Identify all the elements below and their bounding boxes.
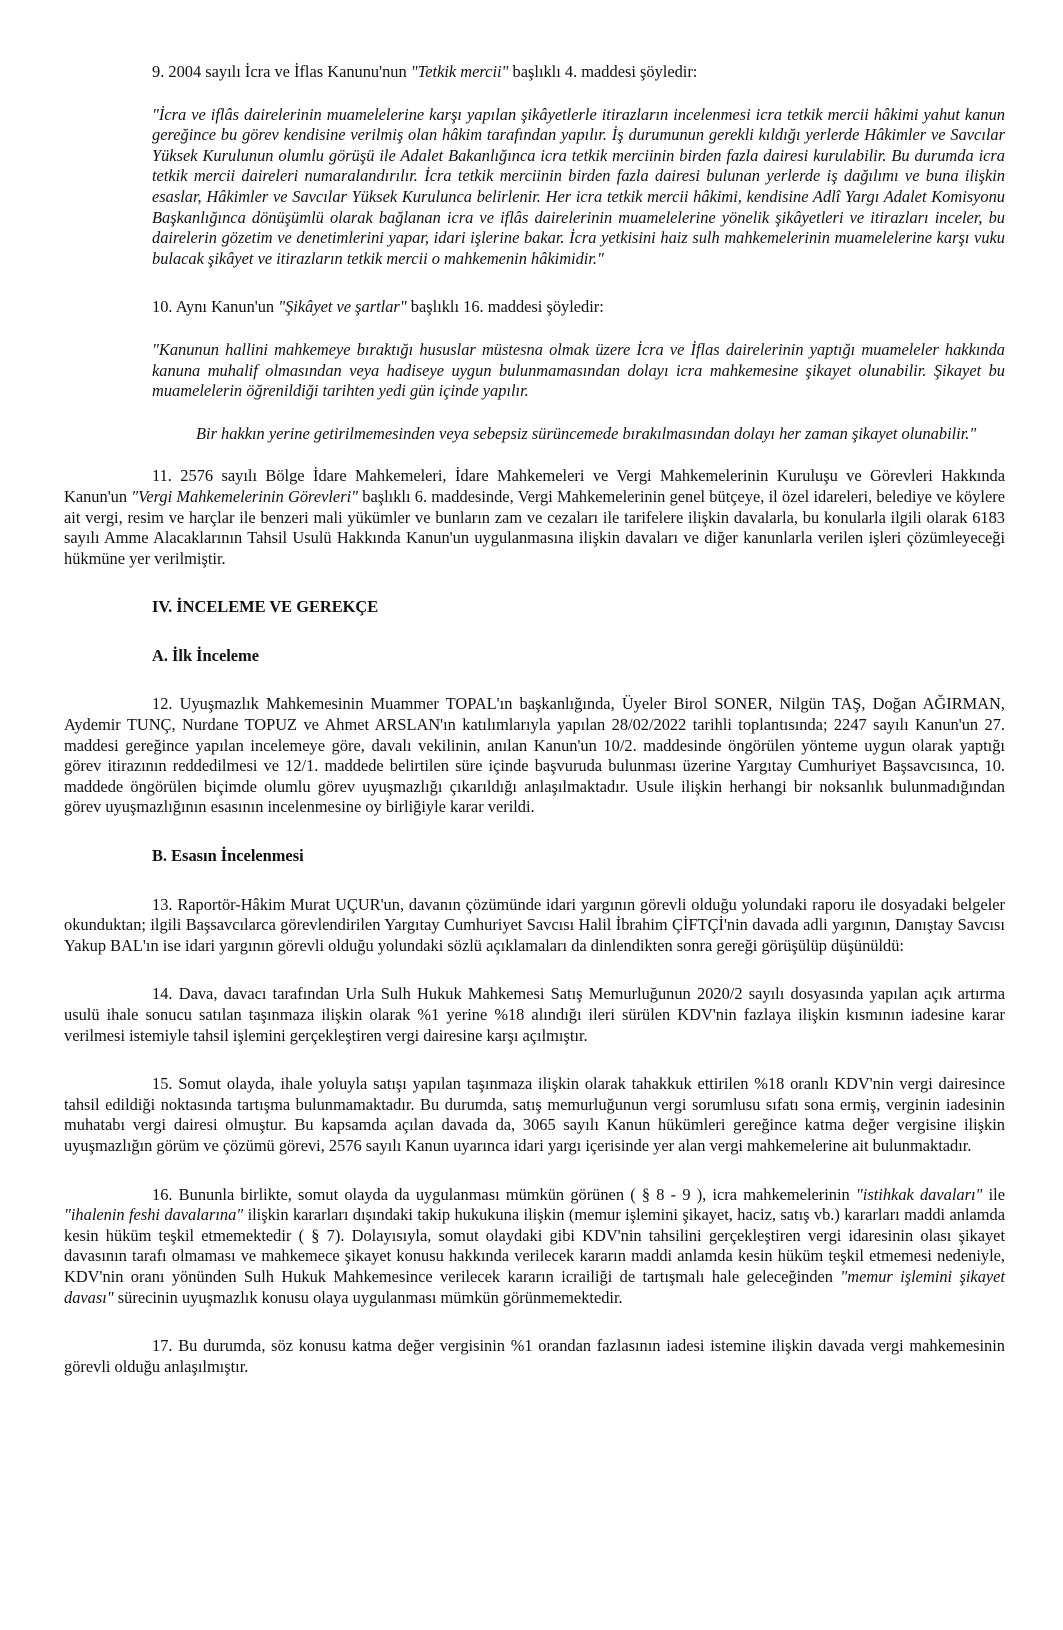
paragraph-9	[64, 62, 1005, 83]
paragraph-15: 15. Somut olayda, ihale yoluyla satışı yapılan taşınmaza ilişkin olarak tahakkuk ettirilen %18 oranlı KDV'nin vergi dairesince tahsil edildiği noktasında tartışma bulunmamaktadır. Bu durumda, satış memurluğunun vergi sorumlusu sıfatı sona ermiş, verginin iadesinin muhatabı vergi dairesi olmuştur. Bu kapsamda açılan davada da, 3065 sayılı Kanun hükümleri gereğince katma değer vergisine ilişkin uyuşmazlığın görüm ve çözümü görevi, 2576 sayılı Kanun uyarınca idari yargı içerisinde yer alan vergi mahkemelerine ait bulunmaktadır.	[64, 1074, 1005, 1155]
paragraph-text: ilişkin kararları dışındaki takip hukukuna ilişkin (memur işlemini şikayet, haciz, satış vb.) kararları maddi anlamda kesin hüküm teşkil etmemektedir ( § 7). Dolayısıyla, somut olaydaki gibi KDV'nin tahsilini gerçekleştiren vergi idaresinin olası şikayet davasının tarafı olmaması ve mahkemece şikayet konusu hakkında verilecek kararın maddi anlamda kesin hüküm teşkil etmemesi nedeniyle, KDV'nin oranı yönünden Sulh Hukuk Mahkemesince verilecek kararın icrailiği de tartışmalı hale geleceğinden	[64, 1205, 1006, 1286]
quoted-term: "memur işlemini şikayet davası"	[64, 1266, 1006, 1307]
paragraph-16	[64, 1185, 1005, 1309]
paragraph-14: 14. Dava, davacı tarafından Urla Sulh Hukuk Mahkemesi Satış Memurluğunun 2020/2 sayılı dosyasında yapılan açık artırma usulü ihale sonucu satılan taşınmaza ilişkin olarak %1 yerine %18 alındığı ileri sürülen KDV'nin fazlaya ilişkin kısmının iadesine karar verilmesi istemiyle tahsil işlemini gerçekleştiren vergi dairesine karşı açılmıştır.	[64, 984, 1005, 1045]
quoted-article-16-part-2: Bir hakkın yerine getirilmemesinden veya sebepsiz sürüncemede bırakılmasından dolayı her zaman şikayet olunabilir."	[196, 423, 977, 443]
paragraph-text: başlıklı 16. maddesi şöyledir:	[406, 297, 604, 317]
paragraph-text: 2576 sayılı Bölge İdare Mahkemeleri, İdare Mahkemeleri ve Vergi Mahkemelerinin Kuruluşu ve Görevleri Hakkında Kanun'un	[64, 466, 1005, 506]
paragraph-10	[64, 297, 1005, 318]
paragraph-number: 11.	[152, 466, 172, 486]
paragraph-number: 9.	[152, 62, 165, 81]
quoted-term: "ihalenin feshi davalarına"	[64, 1205, 244, 1225]
paragraph-text: başlıklı 4. maddesi şöyledir:	[508, 62, 698, 81]
subsection-heading-b: B. Esasın İncelenmesi	[152, 846, 304, 866]
paragraph-text: Aynı Kanun'un	[172, 297, 279, 317]
quoted-article-16-part-1: "Kanunun hallini mahkemeye bıraktığı hususlar müstesna olmak üzere İcra ve İflas dairelerinin yaptığı muameleler hakkında kanuna muhalif olmasından veya hadiseye uygun bulunmamasından dolayı icra mahkemesine şikayet olunabilir. Şikayet bu muamelelerin öğrenildiği tarihten yedi gün içinde yapılır.	[152, 339, 1005, 401]
paragraph-12: 12. Uyuşmazlık Mahkemesinin Muammer TOPAL'ın başkanlığında, Üyeler Birol SONER, Nilgün TAŞ, Doğan AĞIRMAN, Aydemir TUNÇ, Nurdane TOPUZ ve Ahmet ARSLAN'ın katılımlarıyla yapılan 28/02/2022 tarihli toplantısında; 2247 sayılı Kanun'un 27. maddesi gereğince yapılan incelemeye göre, davalı vekilinin, anılan Kanun'un 10/2. maddesinde öngörülen yönteme uygun olarak yaptığı görev itirazının reddedilmesi ve 12/1. maddede belirtilen süre içinde başvuruda bulunması üzerine Yargıtay Cumhuriyet Başsavcısınca, 10. maddede öngörülen biçimde olumlu görev uyuşmazlığı çıkarıldığı anlaşılmaktadır. Usule ilişkin herhangi bir noksanlık bulunmadığından görev uyuşmazlığının esasının incelenmesine oy birliğiyle karar verildi.	[64, 694, 1005, 817]
paragraph-13: 13. Raportör-Hâkim Murat UÇUR'un, davanın çözümünde idari yargının görevli olduğu yolundaki raporu ile dosyadaki belgeler okunduktan; ilgili Başsavcılarca görevlendirilen Yargıtay Cumhuriyet Savcısı Halil İbrahim ÇİFTÇİ'nin davada adli yargının, Danıştay Savcısı Yakup BAL'ın ise idari yargının görevli olduğu yolundaki sözlü açıklamaları da dinlendikten sonra gereği görüşülüp düşünüldü:	[64, 894, 1005, 955]
paragraph-text: ile	[982, 1184, 1006, 1204]
article-title: "Vergi Mahkemelerinin Görevleri"	[131, 486, 359, 506]
paragraph-17: 17. Bu durumda, söz konusu katma değer vergisinin %1 orandan fazlasının iadesi istemine ilişkin davada vergi mahkemesinin görevli olduğu anlaşılmıştır.	[64, 1336, 1005, 1376]
article-title: "Şikâyet ve şartlar"	[278, 297, 407, 317]
section-heading-iv: IV. İNCELEME VE GEREKÇE	[152, 597, 379, 617]
paragraph-number: 10.	[152, 297, 173, 317]
paragraph-text: 2004 sayılı İcra ve İflas Kanunu'nun	[164, 62, 411, 81]
article-title: "Tetkik mercii"	[410, 62, 509, 81]
quoted-article-4: "İcra ve iflâs dairelerinin muamelelerine karşı yapılan şikâyetlerle itirazların incelenmesi icra tetkik mercii hâkimi yahut kanun gereğince bu görev kendisine verilmiş olan hâkim tarafından yapılır. İş durumunun gerekli kıldığı yerlerde Hâkimler ve Savcılar Yüksek Kurulunun olumlu görüşü ile Adalet Bakanlığınca icra tetkik merciinin birden fazla dairesi kurulabilir. Bu durumda icra tetkik mercii daireleri numaralandırılır. İcra tetkik merciinin birden fazla dairesi bulunan yerlerde iş dağılımı ve buna ilişkin esaslar, Hâkimler ve Savcılar Yüksek Kurulunca belirlenir. Her icra tetkik mercii hâkimi, kendisine Adlî Yargı Adalet Komisyonu Başkanlığınca dönüşümlü olarak bağlanan icra ve iflâs dairelerinin muamelelerine yönelik şikâyetleri ve itirazları inceler, bu dairelerin gözetim ve denetimlerini yapar, idari işlerine bakar. İcra yetkisini haiz sulh mahkemelerinin muamelelerine karşı vuku bulacak şikâyet ve itirazların tetkik mercii o mahkemenin hâkimidir."	[152, 104, 1005, 268]
paragraph-text: sürecinin uyuşmazlık konusu olaya uygulanması mümkün görünmemektedir.	[113, 1287, 623, 1307]
paragraph-11	[64, 466, 1005, 569]
quoted-term: "istihkak davaları"	[855, 1184, 983, 1204]
paragraph-text: başlıklı 6. maddesinde, Vergi Mahkemelerinin genel bütçeye, il özel idareleri, belediye ve köylere ait vergi, resim ve harçlar ile benzeri mali yükümler ve bunların zam ve cezaları ile tarifelere ilişkin davalarla, bu konularla ilgili olarak 6183 sayılı Amme Alacaklarının Tahsil Usulü Hakkında Kanun'un uygulanmasına ilişkin davaları ve diğer kanunlarla verilen işleri çözümleyeceği hükmüne yer verilmiştir.	[64, 486, 1005, 568]
subsection-heading-a: A. İlk İnceleme	[152, 645, 259, 665]
paragraph-text: 16. Bununla birlikte, somut olayda da uygulanması mümkün görünen ( § 8 - 9 ), icra mahkemelerinin	[152, 1184, 856, 1204]
